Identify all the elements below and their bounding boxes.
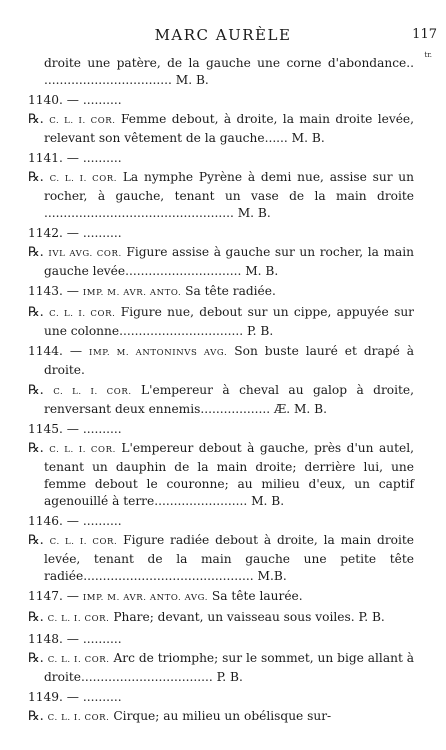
reverse-description [28,532,414,585]
description: Figure assise à gauche sur un rocher, la main gauche levée.............................. M. B. [44,245,415,278]
reverse-description [28,169,414,222]
description: L'empereur debout à gauche, près d'un autel, tenant un dauphin de la main droite; derrière lui, une femme debout le couronne; au milieu d'eux, un captif agenouillé à terre........................ M. B. [44,441,414,508]
description: Sa tête radiée. [185,284,276,298]
legend: C. L. I. COR. [47,655,110,665]
reverse-description [28,111,414,147]
reverse-symbol: ℞. [28,305,44,320]
legend: C. L. I. COR. [49,174,118,184]
description: La nymphe Pyrène à demi nue, assise sur un rocher, à gauche, tenant un vase de la main droite ................................................. M. B. [44,170,415,220]
legend: IMP. M. AVR. ANTO. [82,288,182,298]
description: Phare; devant, un vaisseau sous voiles. P. B. [113,610,385,624]
entry-number: 1146. — .......... [28,514,122,528]
reverse-symbol: ℞. [28,709,44,724]
reverse-description [28,708,414,727]
legend: C. L. I. COR. [53,387,132,397]
entry-number: 1147. — [28,589,79,603]
legend: C. L. I. COR. [49,309,116,319]
description: Cirque; au milieu un obélisque sur- [113,709,332,723]
description: Figure nue, debout sur un cippe, appuyée sur une colonne................................ P. B. [44,305,414,338]
running-head: MARC AURÈLE [154,26,292,44]
reverse-symbol: ℞. [28,170,44,185]
reverse-symbol: ℞. [28,383,44,398]
entry-number: 1142. — .......... [28,226,122,240]
legend: IMP. M. AVR. ANTO. AVG. [82,593,209,603]
catalogue-text [28,55,414,730]
entry-number: 1145. — .......... [28,422,122,436]
reverse-description [28,650,414,686]
reverse-symbol: ℞. [28,112,44,127]
reverse-symbol: ℞. [28,441,44,456]
entry-number: 1149. — .......... [28,690,122,704]
entry-number: 1140. — .......... [28,93,122,107]
reverse-symbol: ℞. [28,651,44,666]
signature-mark: tr. [424,51,432,59]
legend: IVL AVG. COR. [48,249,122,259]
legend: C. L. I. COR. [47,713,110,723]
reverse-description [28,609,414,628]
legend: IMP. M. ANTONINVS AVG. [89,348,228,358]
legend: C. L. I. COR. [49,116,116,126]
reverse-description [28,304,414,340]
reverse-symbol: ℞. [28,533,44,548]
entry-number: 1143. — [28,284,79,298]
entry-number: 1141. — .......... [28,151,122,165]
entry-header [28,283,414,302]
reverse-description [28,244,414,280]
entry-header [28,588,414,607]
page-number: 117 [412,27,437,42]
entry-header [28,343,414,379]
description: Figure radiée debout à droite, la main droite levée, tenant de la main gauche une petite tête radiée............................................ M.B. [44,533,415,583]
legend: C. L. I. COR. [49,537,118,547]
entry-continuation: droite une patère, de la gauche une corne d'abondance.. ................................. M. B. [44,56,414,87]
legend: C. L. I. COR. [47,614,110,624]
reverse-symbol: ℞. [28,245,44,260]
description: L'empereur à cheval au galop à droite, renversant deux ennemis.................. Æ. M. B. [44,383,414,416]
entry-number: 1148. — .......... [28,632,122,646]
description: Son buste lauré et drapé à droite. [44,344,415,377]
entry-number: 1144. — [28,344,83,358]
reverse-description [28,382,414,418]
reverse-description [28,440,414,510]
description: Femme debout, à droite, la main droite levée, relevant son vêtement de la gauche...... M. B. [44,112,415,145]
description: Sa tête laurée. [211,589,303,603]
description: Arc de triomphe; sur le sommet, un bige allant à droite.................................. P. B. [44,651,415,684]
reverse-symbol: ℞. [28,610,44,625]
legend: C. L. I. COR. [49,445,116,455]
